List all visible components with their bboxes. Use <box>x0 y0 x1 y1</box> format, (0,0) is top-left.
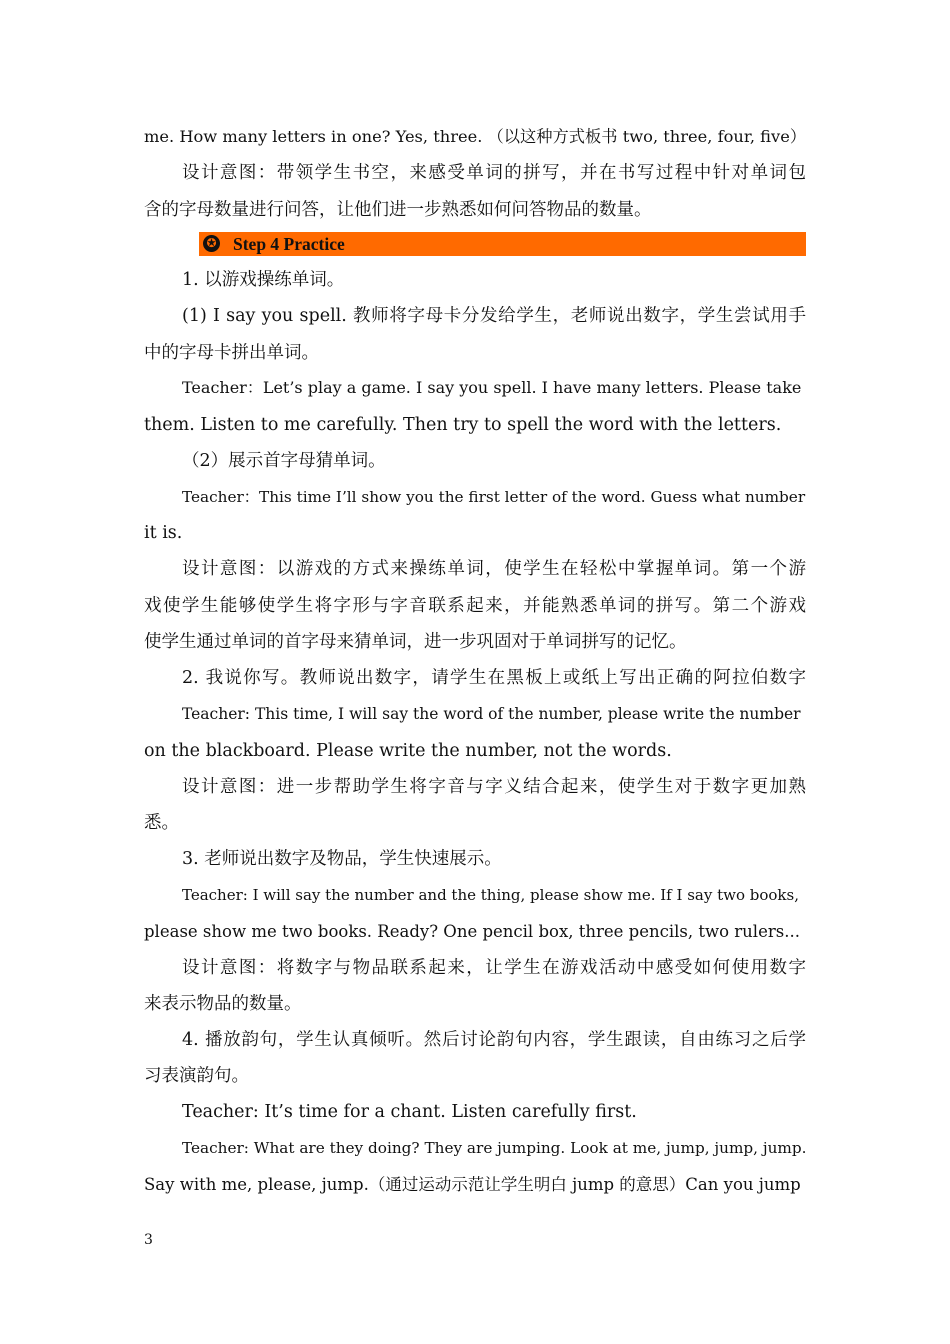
section-banner <box>199 232 806 256</box>
text-line: it is. <box>144 523 183 543</box>
text-line: （2）展示首字母猜单词。 <box>182 451 386 471</box>
text-line: Teacher: What are they doing? They are jumping. Look at me, jump, jump, jump. <box>182 1139 807 1157</box>
text-line: Teacher: It’s time for a chant. Listen carefully first. <box>182 1102 637 1122</box>
text-line: me. How many letters in one? Yes, three. （以这种方式板书 two, three, four, five） <box>144 127 807 146</box>
text-line: 4. 播放韵句，学生认真倾听。然后讨论韵句内容，学生跟读，自由练习之后学 <box>182 1030 806 1050</box>
text-line: 习表演韵句。 <box>144 1066 249 1086</box>
text-line: 设计意图：带领学生书空，来感受单词的拼写，并在书写过程中针对单词包 <box>182 163 806 183</box>
text-line: 设计意图：将数字与物品联系起来，让学生在游戏活动中感受如何使用数字 <box>182 958 806 978</box>
star-icon: ✪ <box>203 235 220 252</box>
text-line: 戏使学生能够使学生将字形与字音联系起来，并能熟悉单词的拼写。第二个游戏 <box>144 596 806 616</box>
text-line: 使学生通过单词的首字母来猜单词，进一步巩固对于单词拼写的记忆。 <box>144 632 687 652</box>
text-line: 1. 以游戏操练单词。 <box>182 270 345 290</box>
text-line: Teacher: I will say the number and the thing, please show me. If I say two books, <box>182 886 799 904</box>
text-line: Teacher：Let’s play a game. I say you spell. I have many letters. Please take <box>182 378 802 397</box>
text-line: 来表示物品的数量。 <box>144 994 302 1014</box>
text-line: Say with me, please, jump.（通过运动示范让学生明白 jump 的意思）Can you jump <box>144 1175 801 1194</box>
text-line: on the blackboard. Please write the number, not the words. <box>144 741 672 761</box>
text-line: Teacher：This time I’ll show you the first letter of the word. Guess what number <box>182 488 806 506</box>
text-line: please show me two books. Ready? One pencil box, three pencils, two rulers... <box>144 922 800 941</box>
page-number: 3 <box>144 1232 153 1248</box>
text-line: 中的字母卡拼出单词。 <box>144 343 319 363</box>
text-line: Teacher: This time, I will say the word of the number, please write the number <box>182 705 801 723</box>
text-line: 2. 我说你写。教师说出数字，请学生在黑板上或纸上写出正确的阿拉伯数字 <box>182 668 806 688</box>
text-line: 悉。 <box>144 813 179 833</box>
text-line: 设计意图：以游戏的方式来操练单词，使学生在轻松中掌握单词。第一个游 <box>182 559 806 579</box>
text-line: them. Listen to me carefully. Then try to spell the word with the letters. <box>144 415 782 435</box>
text-line: 含的字母数量进行问答，让他们进一步熟悉如何问答物品的数量。 <box>144 200 652 220</box>
text-line: 3. 老师说出数字及物品，学生快速展示。 <box>182 849 502 869</box>
text-line: 设计意图：进一步帮助学生将字音与字义结合起来，使学生对于数字更加熟 <box>182 777 806 797</box>
text-line: (1) I say you spell. 教师将字母卡分发给学生，老师说出数字，学生尝试用手 <box>182 306 806 326</box>
section-title: Step 4 Practice <box>233 234 345 254</box>
